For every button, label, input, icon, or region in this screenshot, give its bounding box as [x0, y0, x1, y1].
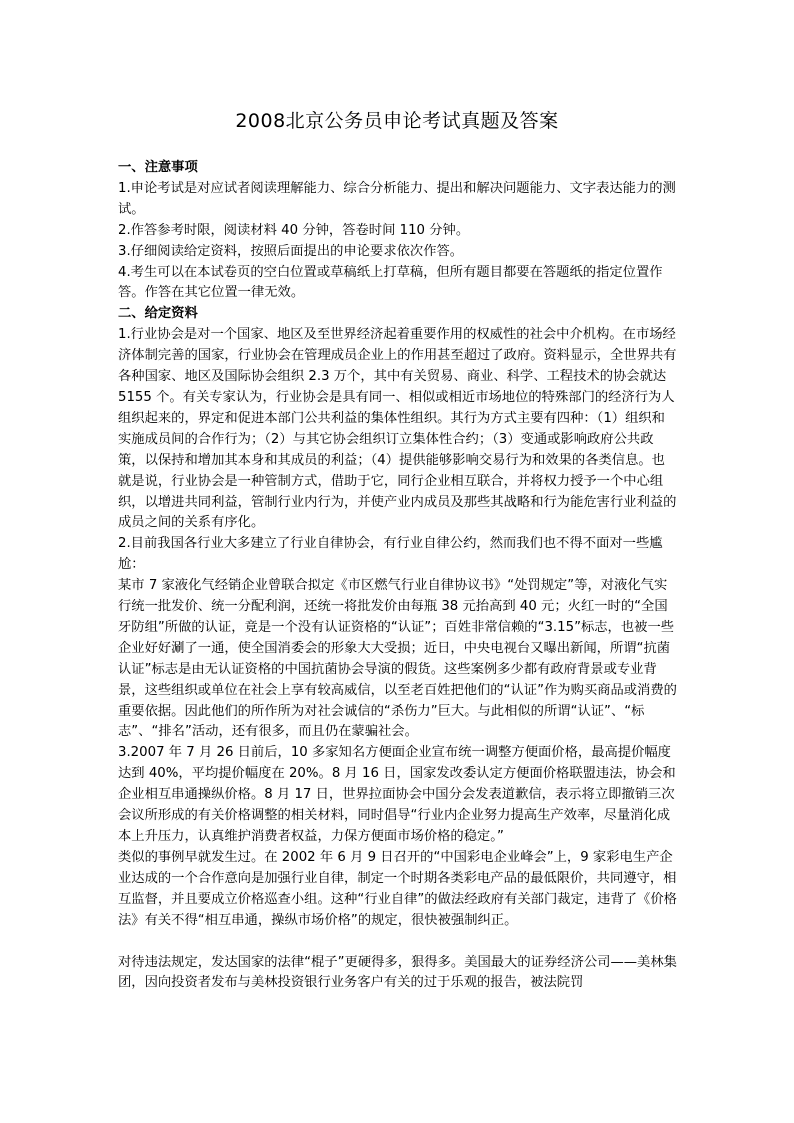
paragraph: 2.目前我国各行业大多建立了行业自律协会，有行业自律公约，然而我们也不得不面对一些尴尬： [118, 536, 663, 573]
document-body [118, 158, 678, 994]
paragraph: 2.作答参考时限，阅读材料 40 分钟，答卷时间 110 分钟。 [118, 222, 470, 238]
paragraph-spacer [118, 932, 678, 953]
paragraph: 对待违法规定，发达国家的法律“棍子”更硬得多，狠得多。美国最大的证券经济公司——美林集团，因向投资者发布与美林投资银行业务客户有关的过于乐观的报告，被法院罚 [118, 954, 677, 991]
paragraph: 1.行业协会是对一个国家、地区及至世界经济起着重要作用的权威性的社会中介机构。在市场经济体制完善的国家，行业协会在管理成员企业上的作用甚至超过了政府。资料显示，全世界共有各种国家、地区及国际协会组织 2.3 万个，其中有关贸易、商业、科学、工程技术的协会就达 5155 个。有关专家认为，行业协会是具有同一、相似或相近市场地位的特殊部门的经济行为人组织起来的，界定和促进本部门公共利益的集体性组织。其行为方式主要有四种：（1）组织和实施成员间的合作行为；（2）与其它协会组织订立集体性合约；（3）变通或影响政府公共政策，以保持和增加其本身和其成员的利益；（4）提供能够影响交易行为和效果的各类信息。也就是说，行业协会是一种管制方式，借助于它，同行企业相互联合，并将权力授予一个中心组织，以增进共同利益，管制行业内行为，并使产业内成员及那些其战略和行为能危害行业利益的成员之间的关系有序化。 [118, 327, 677, 531]
paragraph: 类似的事例早就发生过。在 2002 年 6 月 9 日召开的“中国彩电企业峰会”上，9 家彩电生产企业达成的一个合作意向是加强行业自律，制定一个时期各类彩电产品的最低限价，共同遵守，相互监督，并且要成立价格巡查小组。这种“行业自律”的做法经政府有关部门裁定，违背了《价格法》有关不得“相互串通，操纵市场价格”的规定，很快被强制纠正。 [118, 849, 677, 928]
paragraph: 1.申论考试是对应试者阅读理解能力、综合分析能力、提出和解决问题能力、文字表达能力的测试。 [118, 180, 676, 217]
page-title: 2008北京公务员申论考试真题及答案 [235, 110, 559, 132]
paragraph: 3.2007 年 7 月 26 日前后，10 多家知名方便面企业宣布统一调整方便面价格，最高提价幅度达到 40%，平均提价幅度在 20%。8 月 16 日，国家发改委认定方便面价格联盟违法，协会和企业相互串通操纵价格。8 月 17 日，世界拉面协会中国分会发表道歉信，表示将立即撤销三次会议所形成的有关价格调整的相关材料，同时倡导“行业内企业努力提高生产效率，尽量消化成本上升压力，认真维护消费者权益，力保方便面市场价格的稳定。” [118, 745, 676, 844]
paragraph: 4.考生可以在本试卷页的空白位置或草稿纸上打草稿，但所有题目都要在答题纸的指定位置作答。作答在其它位置一律无效。 [118, 264, 663, 301]
paragraph: 3.仔细阅读给定资料，按照后面提出的申论要求依次作答。 [118, 243, 464, 259]
section-heading-materials: 二、给定资料 [118, 306, 198, 322]
section-heading-notes: 一、注意事项 [118, 160, 198, 175]
paragraph: 某市 7 家液化气经销企业曾联合拟定《市区燃气行业自律协议书》“处罚规定”等，对液化气实行统一批发价、统一分配利润，还统一将批发价由每瓶 38 元抬高到 40 元；火红一时的“全国牙防组”所做的认证，竟是一个没有认证资格的“认证”；百姓非常信赖的“3.15”标志，也被一些企业好好涮了一通，使全国消委会的形象大大受损；近日，中央电视台又曝出新闻，所谓“抗菌认证”标志是由无认证资格的中国抗菌协会导演的假货。这些案例多少都有政府背景或专业背景，这些组织或单位在社会上享有较高威信，以至老百姓把他们的“认证”作为购买商品或消费的重要依据。因此他们的所作所为对社会诚信的“杀伤力”巨大。与此相似的所谓“认证”、“标志”、“排名”活动，还有很多，而且仍在蒙骗社会。 [118, 578, 677, 740]
